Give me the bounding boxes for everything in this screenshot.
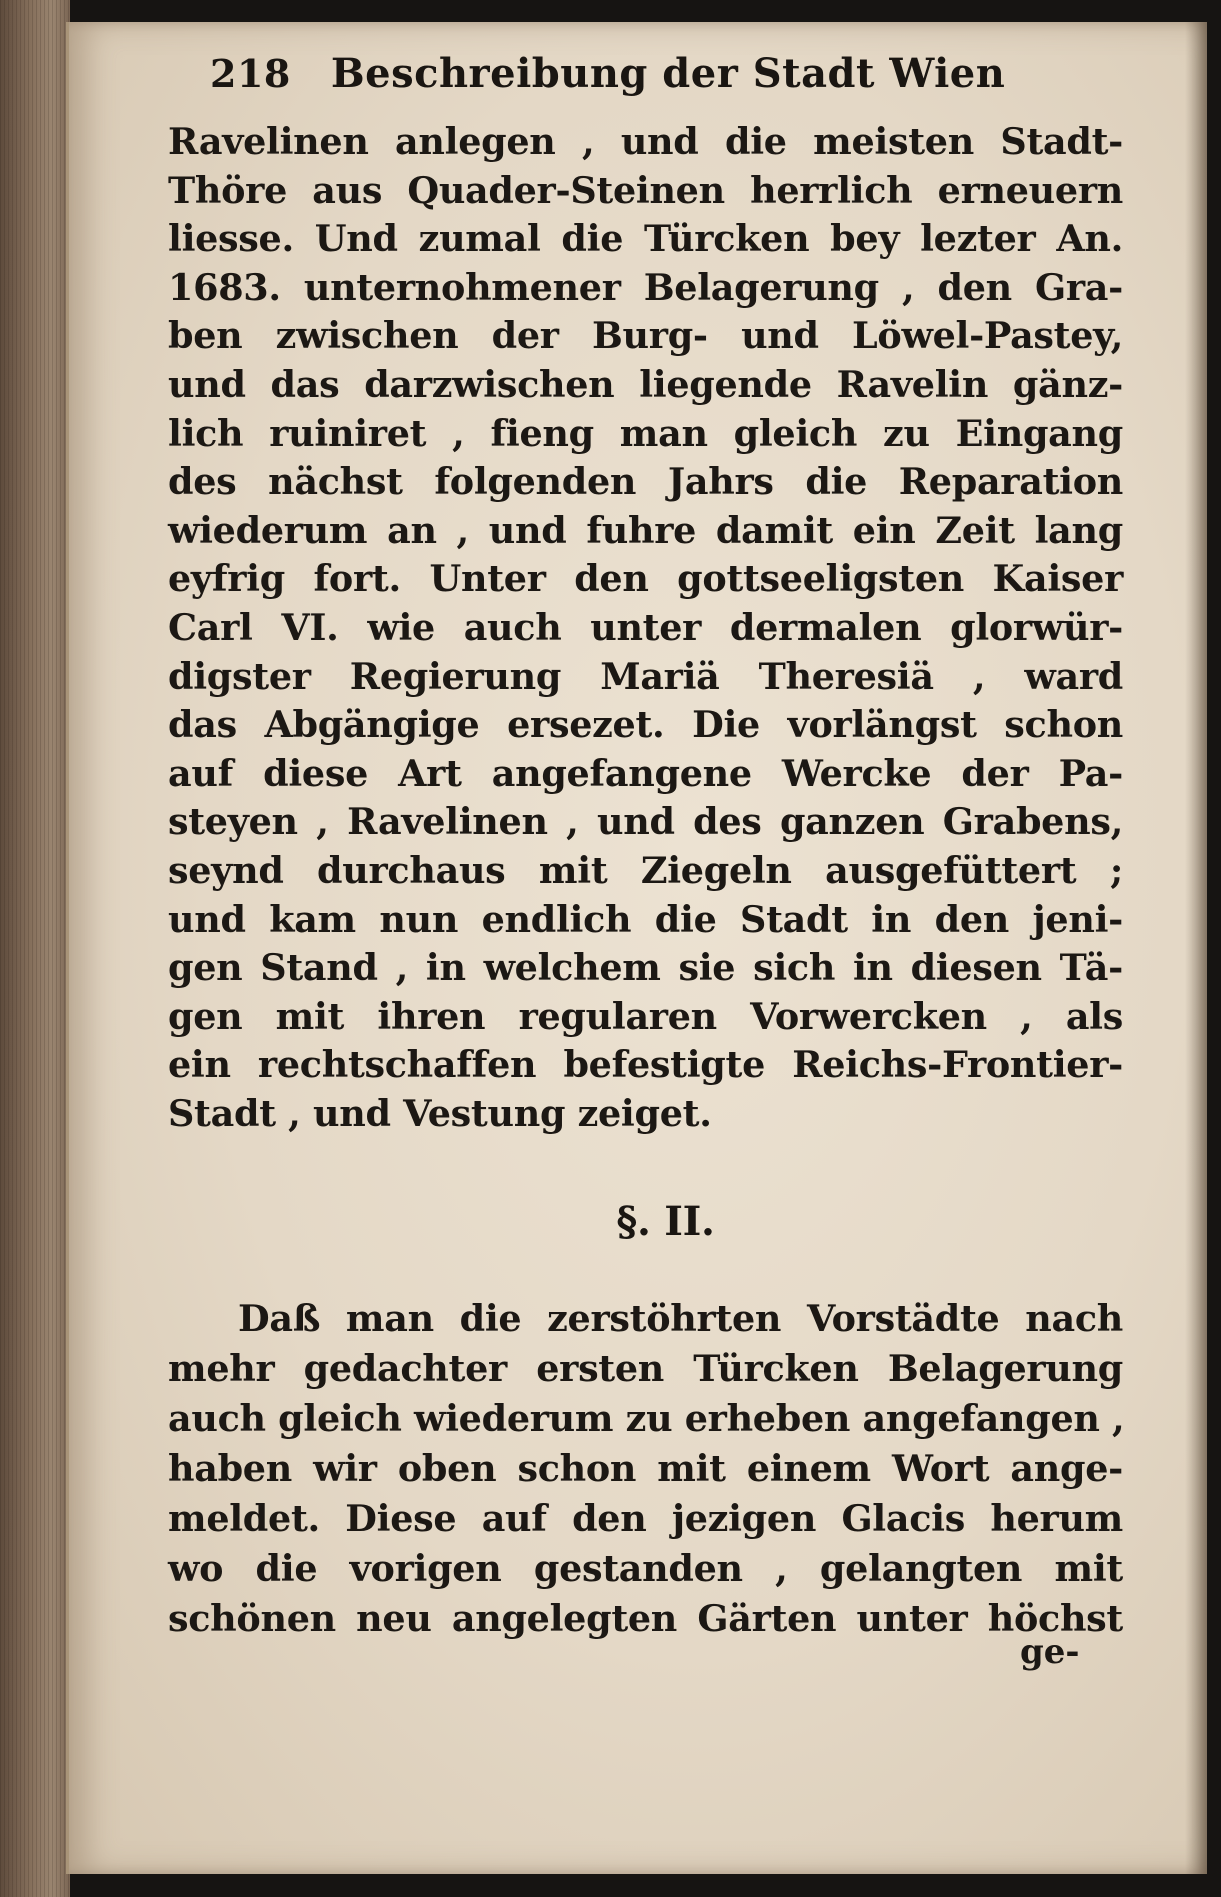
text-line: 1683. unternohmener Belagerung , den Gra- bbox=[168, 265, 1123, 309]
text-line: ben zwischen der Burg- und Löwel-Pastey, bbox=[168, 314, 1123, 358]
text-line: haben wir oben schon mit einem Wort ange- bbox=[168, 1447, 1123, 1490]
paragraph-2 bbox=[168, 1294, 1123, 1644]
page-number: 218 bbox=[210, 51, 291, 96]
text-line: Carl VI. wie auch unter dermalen glorwür- bbox=[168, 605, 1123, 649]
section-heading: §. II. bbox=[616, 1198, 715, 1245]
page-gutter-shadow bbox=[1185, 22, 1207, 1874]
text-line: seynd durchaus mit Ziegeln ausgefüttert ; bbox=[168, 848, 1123, 892]
running-header bbox=[210, 50, 1030, 97]
book-page-edges bbox=[0, 0, 70, 1897]
text-line: auch gleich wiederum zu erheben angefangen , bbox=[168, 1397, 1125, 1440]
text-line: das Abgängige ersezet. Die vorlängst schon bbox=[168, 703, 1123, 747]
text-line: meldet. Diese auf den jezigen Glacis herum bbox=[168, 1497, 1123, 1540]
text-line: lich ruiniret , fieng man gleich zu Eingang bbox=[168, 411, 1123, 455]
text-line: gen Stand , in welchem sie sich in diesen Tä- bbox=[168, 946, 1123, 990]
text-line: mehr gedachter ersten Türcken Belagerung bbox=[168, 1347, 1123, 1390]
text-line: digster Regierung Mariä Theresiä , ward bbox=[168, 654, 1123, 698]
text-line: wo die vorigen gestanden , gelangten mit bbox=[168, 1547, 1123, 1590]
catchword: ge- bbox=[1020, 1632, 1080, 1672]
text-line: ein rechtschaffen befestigte Reichs-Frontier- bbox=[168, 1043, 1123, 1087]
text-line: auf diese Art angefangene Wercke der Pa- bbox=[168, 751, 1123, 795]
text-line: steyen , Ravelinen , und des ganzen Grabens, bbox=[168, 800, 1123, 844]
paragraph-1 bbox=[168, 118, 1123, 1245]
running-title: Beschreibung der Stadt Wien bbox=[330, 50, 1006, 97]
text-line: und kam nun endlich die Stadt in den jeni- bbox=[168, 897, 1123, 941]
text-line: eyfrig fort. Unter den gottseeligsten Kaiser bbox=[168, 557, 1123, 601]
text-line: und das darzwischen liegende Ravelin gänz- bbox=[168, 362, 1123, 406]
text-line: Thöre aus Quader-Steinen herrlich erneuern bbox=[168, 168, 1123, 212]
text-line: des nächst folgenden Jahrs die Reparation bbox=[168, 460, 1123, 504]
text-line: gen mit ihren regularen Vorwercken , als bbox=[168, 994, 1123, 1038]
text-line: liesse. Und zumal die Türcken bey lezter An. bbox=[168, 217, 1123, 261]
text-line: Daß man die zerstöhrten Vorstädte nach bbox=[238, 1297, 1123, 1340]
text-line: Ravelinen anlegen , und die meisten Stadt- bbox=[168, 120, 1123, 163]
text-line: schönen neu angelegten Gärten unter höchst bbox=[168, 1597, 1123, 1640]
text-line: wiederum an , und fuhre damit ein Zeit lang bbox=[168, 508, 1123, 552]
text-line: Stadt , und Vestung zeiget. bbox=[168, 1091, 712, 1135]
